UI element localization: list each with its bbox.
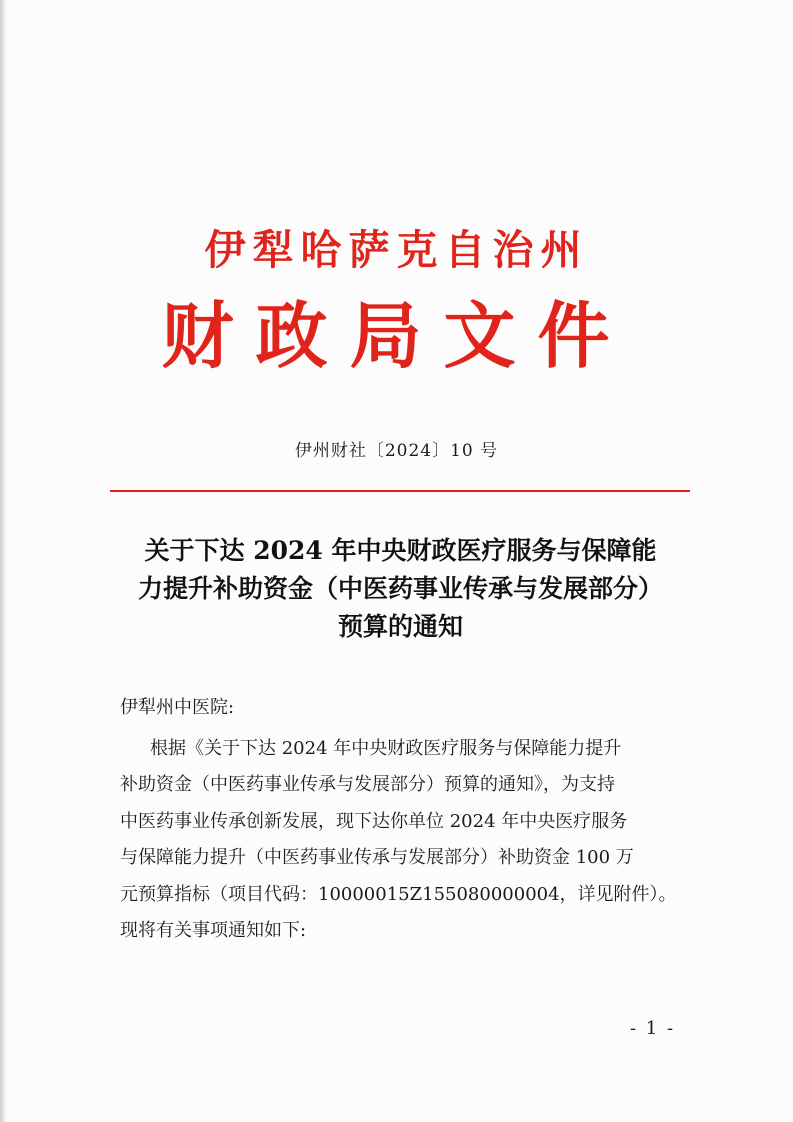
body-line-5: 元预算指标（项目代码：10000015Z155080000004，详见附件）。 [120, 883, 677, 905]
body-line-3: 中医药事业传承创新发展，现下达你单位 2024 年中央医疗服务 [120, 810, 628, 832]
body-line-2: 补助资金（中医药事业传承与发展部分）预算的通知》，为支持 [120, 774, 615, 796]
title-line-3: 预算的通知 [337, 612, 463, 641]
page-number: - 1 - [630, 1018, 676, 1039]
body-line-6: 现将有关事项通知如下: [120, 920, 307, 942]
issuer-name: 伊犁哈萨克自治州 [204, 226, 589, 274]
body-line-1: 根据《关于下达 2024 年中央财政医疗服务与保障能力提升 [150, 738, 622, 759]
document-type-heading: 财政局文件 [161, 293, 632, 378]
title-line-1: 关于下达 2024 年中央财政医疗服务与保障能 [144, 536, 657, 565]
red-divider-line [110, 490, 690, 492]
title-line-2: 力提升补助资金（中医药事业传承与发展部分） [137, 574, 663, 603]
recipient-salutation: 伊犁州中医院: [120, 697, 235, 718]
body-line-4: 与保障能力提升（中医药事业传承与发展部分）补助资金 100 万 [120, 847, 634, 869]
body-paragraph [120, 731, 685, 949]
document-number: 伊州财社〔2024〕10 号 [294, 441, 499, 461]
scan-edge [0, 0, 6, 1122]
document-title [108, 532, 693, 646]
